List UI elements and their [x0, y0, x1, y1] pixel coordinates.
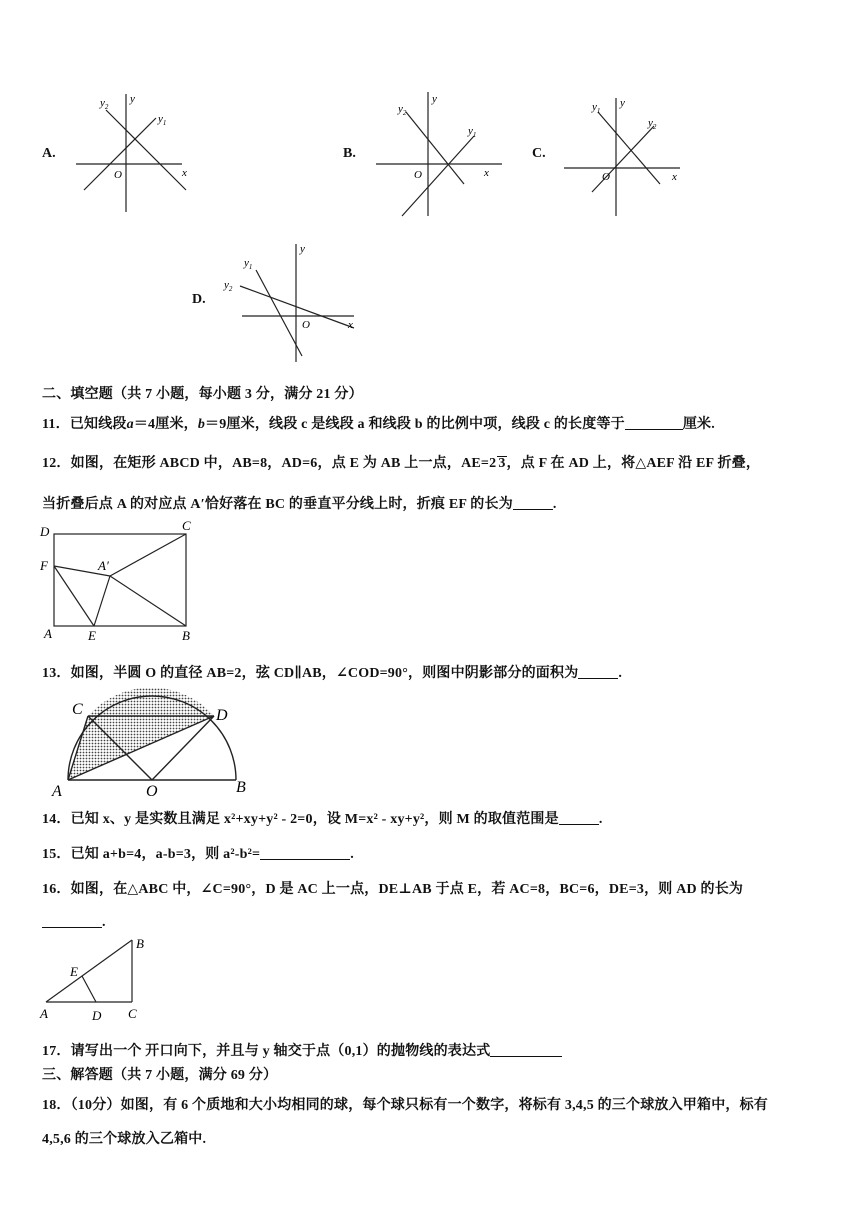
- segment-a1c: [110, 534, 186, 576]
- line-y1: [402, 136, 474, 216]
- option-c-label: C.: [532, 146, 546, 161]
- answer-blank: [625, 415, 683, 430]
- label-y1: $y_1$: [158, 113, 167, 127]
- label-f: F: [40, 558, 48, 573]
- option-d-graph: [222, 238, 362, 366]
- label-b: B: [236, 779, 246, 796]
- label-x: x: [484, 167, 489, 179]
- label-y2: $y_2$: [398, 103, 407, 117]
- label-e: E: [70, 964, 78, 979]
- option-a-graph: [70, 88, 200, 218]
- question-16-line1: 16．如图，在△ABC 中，∠C=90°，D 是 AC 上一点，DE⊥AB 于点 E，若 AC=8，BC=6，DE=3，则 AD 的长为: [42, 882, 744, 897]
- line-y1: [256, 270, 302, 356]
- label-a-prime: A′: [98, 558, 109, 573]
- label-d: D: [216, 707, 228, 724]
- answer-blank: [490, 1042, 562, 1057]
- label-e: E: [88, 628, 96, 643]
- question-13: 13．如图，半圆 O 的直径 AB=2，弦 CD∥AB，∠COD=90°，则图中阴影部分的面积为 .: [42, 666, 623, 681]
- answer-blank: [260, 845, 350, 860]
- option-b-graph: [372, 88, 504, 220]
- option-b-label: B.: [343, 146, 356, 161]
- label-o: O: [414, 169, 422, 181]
- label-c: C: [128, 1006, 137, 1021]
- question-12-line1: 12．如图，在矩形 ABCD 中，AB=8，AD=6，点 E 为 AB 上一点，AE=2 3，点 F 在 AD 上，将△AEF 沿 EF 折叠，: [42, 456, 761, 471]
- answer-blank: [578, 664, 618, 679]
- answer-blank: [559, 810, 599, 825]
- label-o: O: [302, 319, 310, 331]
- label-y1: $y_1$: [244, 257, 253, 271]
- segment-ab: [46, 940, 132, 1002]
- shaded-segment: [88, 688, 214, 716]
- segment-a1b: [110, 576, 186, 626]
- label-c: C: [182, 518, 191, 533]
- label-b: B: [136, 936, 144, 951]
- answer-blank: [513, 495, 553, 510]
- label-x: x: [672, 171, 677, 183]
- answer-blank: [42, 913, 102, 928]
- sqrt-symbol: 3: [498, 456, 506, 471]
- label-o: O: [114, 169, 122, 181]
- question-18-line2: 4,5,6 的三个球放入乙箱中.: [42, 1132, 207, 1147]
- label-o: O: [146, 783, 158, 800]
- segment-ea1: [94, 576, 110, 626]
- label-y: y: [300, 243, 305, 255]
- label-x: x: [182, 167, 187, 179]
- option-c-graph: [562, 92, 684, 218]
- line-y2: [240, 286, 354, 328]
- label-d: D: [40, 524, 50, 539]
- label-a: A: [40, 1006, 48, 1021]
- label-y: y: [432, 93, 437, 105]
- label-y2: $y_2$: [224, 279, 233, 293]
- label-d: D: [92, 1008, 102, 1023]
- label-o: O: [602, 171, 610, 183]
- label-y2: $y_2$: [100, 97, 109, 111]
- question-16-line2: .: [42, 913, 106, 931]
- label-y: y: [620, 97, 625, 109]
- option-d-label: D.: [192, 292, 206, 307]
- question-18-line1: 18．（10分）如图，有 6 个质地和大小均相同的球，每个球只标有一个数字，将标有 3,4,5 的三个球放入甲箱中，标有: [42, 1098, 768, 1113]
- label-y2: $y_2$: [648, 117, 657, 131]
- question-15: 15．已知 a+b=4，a-b=3，则 a²-b²= .: [42, 847, 354, 862]
- question-11: 11．已知线段a＝4厘米，b＝9厘米，线段 c 是线段 a 和线段 b 的比例中项，线段 c 的长度等于 厘米.: [42, 417, 715, 432]
- figure-16: [36, 932, 156, 1024]
- section-3-title: 三、解答题（共 7 小题，满分 69 分）: [42, 1068, 278, 1083]
- figure-13: [46, 688, 256, 800]
- label-a: A: [52, 783, 62, 800]
- question-14: 14．已知 x、y 是实数且满足 x²+xy+y² - 2=0，设 M=x² - xy+y²，则 M 的取值范围是 .: [42, 812, 603, 827]
- label-b: B: [182, 628, 190, 643]
- segment-fe: [54, 566, 94, 626]
- option-a-label: A.: [42, 146, 56, 161]
- question-12-line2: 当折叠后点 A 的对应点 A′恰好落在 BC 的垂直平分线上时，折痕 EF 的长为 .: [42, 497, 557, 512]
- label-c: C: [72, 701, 83, 718]
- section-2-title: 二、填空题（共 7 小题，每小题 3 分，满分 21 分）: [42, 387, 363, 402]
- segment-de: [82, 976, 96, 1002]
- label-y: y: [130, 93, 135, 105]
- label-x: x: [348, 319, 353, 331]
- label-a: A: [44, 626, 52, 641]
- label-y1: $y_1$: [592, 101, 601, 115]
- question-17: 17．请写出一个 开口向下，并且与 y 轴交于点（0,1）的抛物线的表达式: [42, 1040, 562, 1060]
- figure-12: [36, 518, 206, 644]
- rectangle-abcd: [54, 534, 186, 626]
- label-y1: $y_1$: [468, 125, 477, 139]
